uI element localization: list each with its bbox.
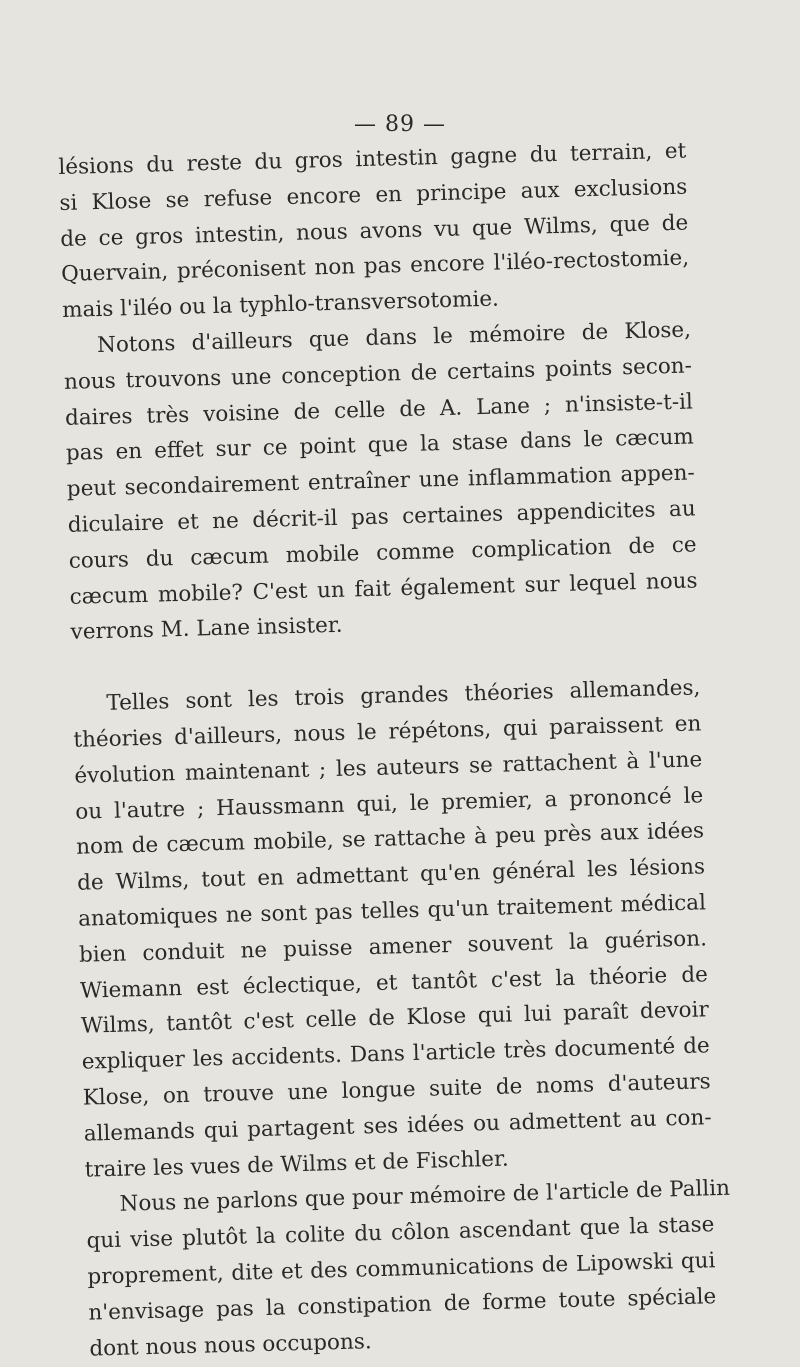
paragraph-1 (58, 134, 690, 329)
text-line: lésions du reste du gros intestin gagne du terrain, et (58, 138, 687, 180)
text-line: évolution maintenant ; les auteurs se rattachent à l'une (74, 747, 703, 789)
text-line: nom de cæcum mobile, se rattache à peu près aux idées (75, 818, 705, 861)
text-line: Telles sont les trois grandes théories allemandes, (106, 675, 701, 717)
text-line: cours du cæcum mobile comme complication de ce (68, 532, 697, 574)
text-line: peut secondairement entraîner une inflammation appen- (66, 460, 696, 503)
text-line: traire les vues de Wilms et de Fischler. (84, 1146, 510, 1183)
text-line: Klose, on trouve une longue suite de noms d'auteurs (82, 1069, 711, 1111)
paragraph-3 (72, 671, 713, 1188)
text-line: n'envisage pas la constipation de forme toute spéciale (88, 1283, 717, 1326)
text-line: anatomiques ne sont pas telles qu'un traitement médical (77, 890, 707, 932)
text-line: pas en effet sur ce point que la stase dans le cæcum (65, 424, 695, 467)
text-line: proprement, dite et des communications de Lipowski qui (87, 1248, 716, 1290)
text-line: si Klose se refuse encore en principe aux exclusions (59, 174, 688, 216)
text-line: Nous ne parlons que pour mémoire de l'article de Pallin (119, 1176, 731, 1218)
text-line: diculaire et ne décrit-il pas certaines appendicites au (67, 496, 696, 538)
text-line: théories d'ailleurs, nous le répétons, qui paraissent en (73, 711, 702, 753)
text-line: allemands qui partagent ses idées ou admettent au con- (83, 1104, 712, 1147)
page-number: — 89 — (354, 112, 446, 137)
text-line: cæcum mobile? C'est un fait également sur lequel nous (69, 567, 698, 610)
text-line: Wilms, tantôt c'est celle de Klose qui lui paraît devoir (80, 997, 710, 1040)
text-line: daires très voisine de celle de A. Lane ; n'insiste-t-il (64, 389, 694, 431)
text-line: expliquer les accidents. Dans l'article très documenté de (81, 1033, 711, 1075)
text-line: de ce gros intestin, nous avons vu que Wilms, que de (60, 210, 689, 252)
text-line: verrons M. Lane insister. (70, 613, 343, 646)
text-line: mais l'iléo ou la typhlo-transversotomie. (61, 286, 500, 324)
text-line: qui vise plutôt la colite du côlon ascendant que la stase (86, 1212, 715, 1254)
body-text (58, 134, 731, 1367)
text-line: de Wilms, tout en admettant qu'en général les lésions (76, 854, 706, 896)
text-line: Wiemann est éclectique, et tantôt c'est la théorie de (79, 961, 709, 1004)
text-line: Notons d'ailleurs que dans le mémoire de Klose, (96, 317, 692, 359)
text-line: dont nous nous occupons. (89, 1328, 372, 1362)
text-line: bien conduit ne puisse amener souvent la guérison. (78, 926, 708, 968)
text-line: nous trouvons une conception de certains points secon- (63, 353, 693, 395)
paragraph-2 (63, 312, 699, 651)
text-line: ou l'autre ; Haussmann qui, le premier, a prononcé le (75, 782, 704, 825)
text-line: Quervain, préconisent non pas encore l'iléo-rectostomie, (60, 245, 690, 288)
paragraph-4 (85, 1172, 731, 1367)
